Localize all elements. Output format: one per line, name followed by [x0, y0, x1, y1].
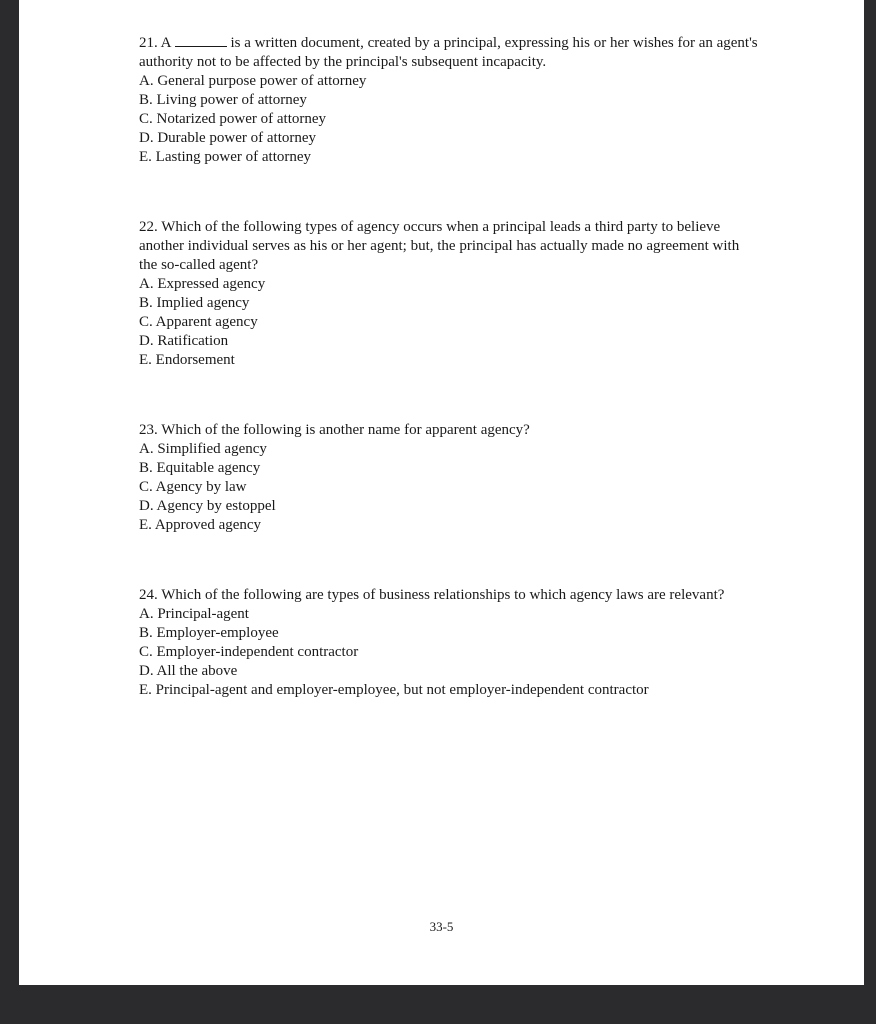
- option-d: D. Agency by estoppel: [139, 498, 276, 514]
- page-number: 33-5: [429, 919, 454, 934]
- option-e: E. Approved agency: [139, 517, 262, 533]
- option-a: A. Simplified agency: [139, 441, 267, 457]
- question-21: [139, 33, 759, 167]
- option-e: E. Endorsement: [139, 352, 235, 368]
- option-e: E. Lasting power of attorney: [139, 149, 312, 165]
- question-stem: 22. Which of the following types of agency occurs when a principal leads a third party to believe another individual serves as his or her agent; but, the principal has actually made no agreement with the so-called agent?: [139, 219, 740, 273]
- option-c: C. Employer-independent contractor: [139, 644, 359, 660]
- option-b: B. Equitable agency: [139, 460, 261, 476]
- option-d: D. Ratification: [139, 333, 229, 349]
- option-a: A. Expressed agency: [139, 276, 266, 292]
- question-stem-text: is a written document, created by a principal, expressing his or her wishes for an agent's authority not to be affected by the principal's subsequent incapacity.: [139, 35, 758, 70]
- option-b: B. Employer-employee: [139, 625, 279, 641]
- option-c: C. Notarized power of attorney: [139, 111, 327, 127]
- question-stem: 24. Which of the following are types of business relationships to which agency laws are relevant?: [139, 587, 725, 603]
- option-b: B. Implied agency: [139, 295, 250, 311]
- question-stem: 23. Which of the following is another name for apparent agency?: [139, 422, 530, 438]
- document-page: [19, 0, 864, 985]
- option-e: E. Principal-agent and employer-employee, but not employer-independent contractor: [139, 682, 649, 698]
- question-number: 21. A: [139, 35, 172, 51]
- question-23: [139, 421, 759, 535]
- question-stem: [139, 33, 759, 72]
- question-22: [139, 218, 759, 370]
- fill-in-blank: [175, 33, 227, 47]
- option-d: D. All the above: [139, 663, 238, 679]
- page-content: [139, 33, 759, 700]
- question-24: [139, 586, 759, 700]
- option-d: D. Durable power of attorney: [139, 130, 317, 146]
- option-a: A. General purpose power of attorney: [139, 73, 367, 89]
- option-c: C. Agency by law: [139, 479, 247, 495]
- option-a: A. Principal-agent: [139, 606, 249, 622]
- option-b: B. Living power of attorney: [139, 92, 307, 108]
- option-c: C. Apparent agency: [139, 314, 258, 330]
